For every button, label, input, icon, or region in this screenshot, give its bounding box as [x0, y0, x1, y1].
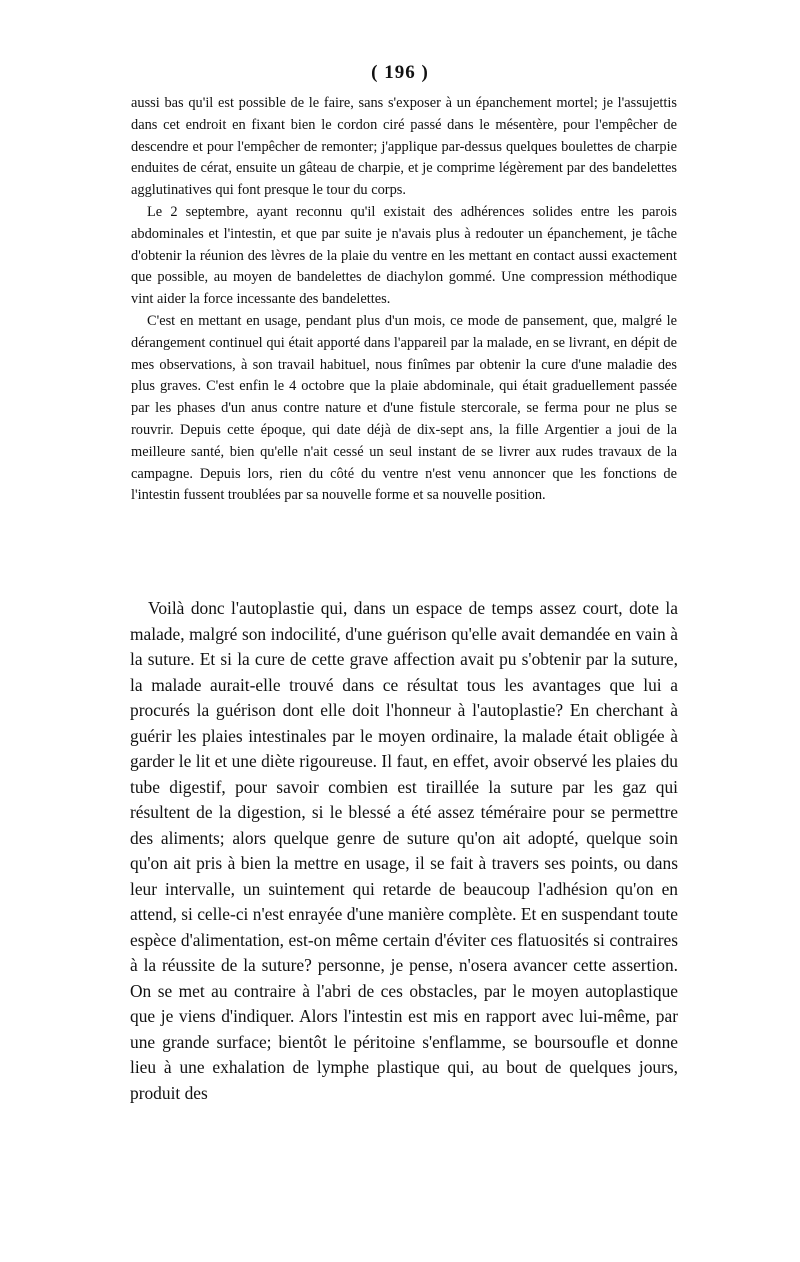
paragraph: Voilà donc l'autoplastie qui, dans un espace de temps assez court, dote la malade, malgré son indocilité, d'une guérison qu'elle avait demandée en vain à la suture. Et si la cure de cette grave affection avait pu s'obtenir par la suture, la malade aurait-elle trouvé dans ce résultat tous les avantages que lui a procurés la guérison dont elle doit l'honneur à l'autoplastie? En cherchant à guérir les plaies intestinales par le moyen ordinaire, la malade était obligée à garder le lit et une diète rigoureuse. Il faut, en effet, avoir observé les plaies du tube digestif, pour savoir combien est tiraillée la suture par les gaz qui résultent de la digestion, si le blessé a été assez téméraire pour se permettre des aliments; alors quelque genre de suture qu'on ait adopté, quelque soin qu'on ait pris à bien la mettre en usage, il se fait à travers ses points, ou dans leur intervalle, un suintement qui retarde de beaucoup l'adhésion qu'on en attend, si celle-ci n'est enrayée d'une manière complète. Et en suspendant toute espèce d'alimentation, est-on même certain d'éviter ces flatuosités si contraires à la réussite de la suture? personne, je pense, n'osera avancer cette assertion. On se met au contraire à l'abri de ces obstacles, par le moyen autoplastique que je viens d'indiquer. Alors l'intestin est mis en rapport avec lui-même, par une grande surface; bientôt le péritoine s'enflamme, se boursoufle et donne lieu à une exhalation de lymphe plastique qui, au bout de quelques jours, produit des	[130, 598, 678, 1103]
small-print-section	[131, 93, 677, 507]
main-text-section	[130, 596, 678, 1106]
page-number: ( 196 )	[371, 62, 429, 83]
paragraph: C'est en mettant en usage, pendant plus d'un mois, ce mode de pansement, que, malgré le dérangement continuel qui était apporté dans l'appareil par la malade, en se livrant, en dépit de mes observations, à son travail habituel, nous finîmes par obtenir la cure d'une maladie des plus graves. C'est enfin le 4 octobre que la plaie abdominale, qui était graduellement passée par les phases d'un anus contre nature et d'une fistule stercorale, se ferma pour ne plus se rouvrir. Depuis cette époque, qui date déjà de dix-sept ans, la fille Argentier a joui de la meilleure santé, bien qu'elle n'ait cessé un seul instant de se livrer aux rudes travaux de la campagne. Depuis lors, rien du côté du ventre n'est venu annoncer que les fonctions de l'intestin fussent troublées par sa nouvelle forme et sa nouvelle position.	[131, 312, 677, 504]
paragraph: Le 2 septembre, ayant reconnu qu'il existait des adhérences solides entre les parois abdominales et l'intestin, et que par suite je n'avais plus à redouter un épanchement, je tâche d'obtenir la réunion des lèvres de la plaie du ventre en les mettant en contact aussi exactement que possible, au moyen de bandelettes de diachylon gommé. Une compression méthodique vint aider la force incessante des bandelettes.	[131, 203, 677, 308]
paragraph: aussi bas qu'il est possible de le faire, sans s'exposer à un épanchement mortel; je l'assujettis dans cet endroit en fixant bien le cordon ciré passé dans le mésentère, pour l'empêcher de descendre et pour l'empêcher de remonter; j'applique par-dessus quelques boulettes de charpie enduites de cérat, ensuite un gâteau de charpie, et je comprime légèrement par des bandelettes agglutinatives qui font presque le tour du corps.	[131, 95, 677, 199]
